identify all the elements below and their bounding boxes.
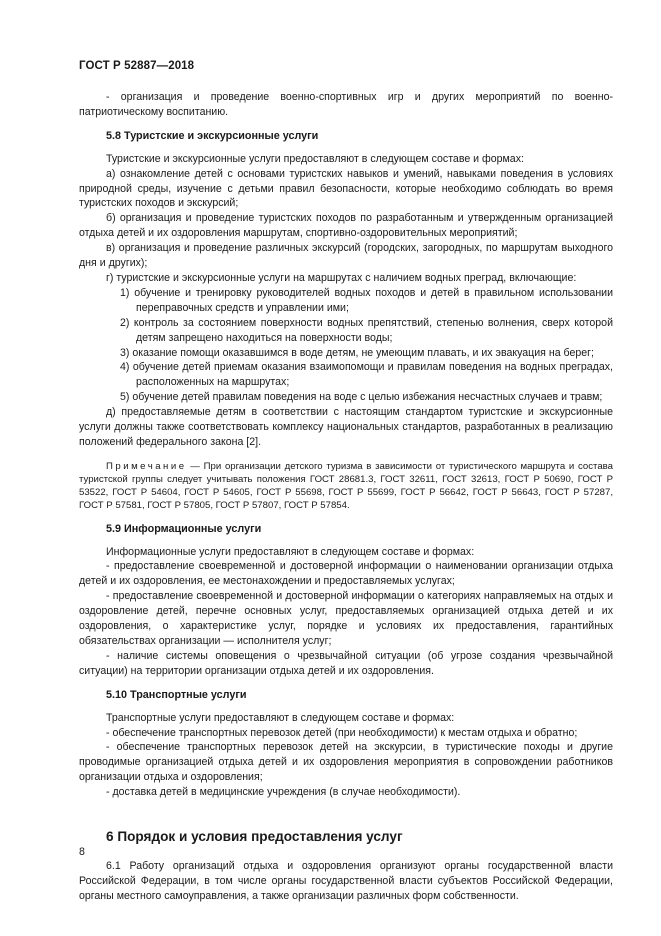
note-text: — При организации детского туризма в зависимости от туристического маршрута и состава туристской группы следует учитывать положения ГОСТ 28681.3, ГОСТ 32611, ГОСТ 32613, ГОСТ Р 50690, ГОСТ Р 53522, ГОСТ Р 54604, ГОСТ Р 54605, ГОСТ Р 55698, ГОСТ Р 55699, ГОСТ Р 56642, ГОСТ Р 56643, ГОСТ Р 57287, ГОСТ Р 57581, ГОСТ Р 57805, ГОСТ Р 57807, ГОСТ Р 57854.: [79, 460, 613, 512]
list-item: д) предоставляемые детям в соответствии с настоящим стандартом туристские и экскурсионные услуги должны также соответствовать комплексу национальных стандартов, разработанных в реализацию положений федерального закона [2].: [79, 406, 613, 448]
document-header: ГОСТ Р 52887—2018: [79, 60, 195, 72]
paragraph: Туристские и экскурсионные услуги предоставляют в следующем составе и формах:: [106, 152, 524, 165]
page-body: [79, 90, 613, 904]
section-heading-6: 6 Порядок и условия предоставления услуг: [106, 829, 403, 845]
list-item: - обеспечение транспортных перевозок детей на экскурсии, в туристические походы и другие проводимые организацией отдыха детей и их оздоровления мероприятия в сопровождении работников организации отдыха и оздоровления;: [79, 741, 613, 784]
list-item: - организация и проведение военно-спортивных игр и других мероприятий по военно-патриотическому воспитанию.: [79, 91, 613, 118]
paragraph: Транспортные услуги предоставляют в следующем составе и формах:: [106, 711, 455, 724]
list-item: - предоставление своевременной и достоверной информации о категориях направляемых на отдых и оздоровление детей, перечне основных услуг, предоставляемых организацией отдыха детей и их оздоровления, о характеристике услуг, порядке и условиях их предоставления, гарантийных обязательствах организации — исполнителя услуг;: [79, 590, 613, 647]
list-item: г) туристские и экскурсионные услуги на маршрутах с наличием водных преград, включающие:: [106, 271, 577, 284]
sub-list-item: 5) обучение детей правилам поведения на воде с целью избежания несчастных случаев и травм;: [120, 391, 603, 404]
note: [79, 460, 613, 513]
section-heading-5-9: 5.9 Информационные услуги: [106, 522, 262, 535]
list-item: - предоставление своевременной и достоверной информации о наименовании организации отдыха детей и их оздоровления, ее местонахождении и предоставляемых услугах;: [79, 560, 613, 588]
sub-list-item: 2) контроль за состоянием поверхности водных препятствий, степенью волнения, сверх которой детям запрещено находиться на поверхности воды;: [120, 316, 613, 344]
sub-list-item: 4) обучение детей приемам оказания взаимопомощи и правилам поведения на водных преградах, расположенных на маршрутах;: [120, 361, 613, 389]
section-heading-5-8: 5.8 Туристские и экскурсионные услуги: [106, 129, 319, 142]
list-item: - доставка детей в медицинские учреждения (в случае необходимости).: [106, 786, 461, 799]
note-label: Примечание: [106, 460, 187, 472]
list-item: в) организация и проведение различных экскурсий (городских, загородных, по маршрутам выходного дня и других);: [79, 242, 613, 270]
paragraph: 6.1 Работу организаций отдыха и оздоровления организуют органы государственной власти Российской Федерации, в том числе органы государственной власти субъектов Российской Федерации, органы местного самоуправления, а также организации различных форм собственности.: [79, 859, 613, 902]
sub-list-item: 3) оказание помощи оказавшимся в воде детям, не умеющим плавать, и их эвакуация на берег;: [120, 346, 594, 359]
list-item: - наличие системы оповещения о чрезвычайной ситуации (об угрозе создания чрезвычайной ситуации) на территории организации отдыха детей и их оздоровления.: [79, 649, 613, 677]
page-number: 8: [79, 846, 85, 858]
section-heading-5-10: 5.10 Транспортные услуги: [106, 688, 247, 701]
list-item: б) организация и проведение туристских походов по разработанным и утвержденным организацией отдыха детей и их оздоровления маршрутам, спортивно-оздоровительных мероприятий;: [79, 212, 613, 240]
sub-list-item: 1) обучение и тренировку руководителей водных походов и детей в правильном использовании переправочных средств и управлении ими;: [120, 286, 613, 314]
list-item: - обеспечение транспортных перевозок детей (при необходимости) к местам отдыха и обратно;: [106, 726, 578, 739]
paragraph: Информационные услуги предоставляют в следующем составе и формах:: [106, 545, 475, 558]
list-item: а) ознакомление детей с основами туристских навыков и умений, навыками поведения в условиях природной среды, изучение с детьми правил безопасности, которые необходимо соблюдать во время туристских походов и экскурсий;: [79, 167, 613, 210]
